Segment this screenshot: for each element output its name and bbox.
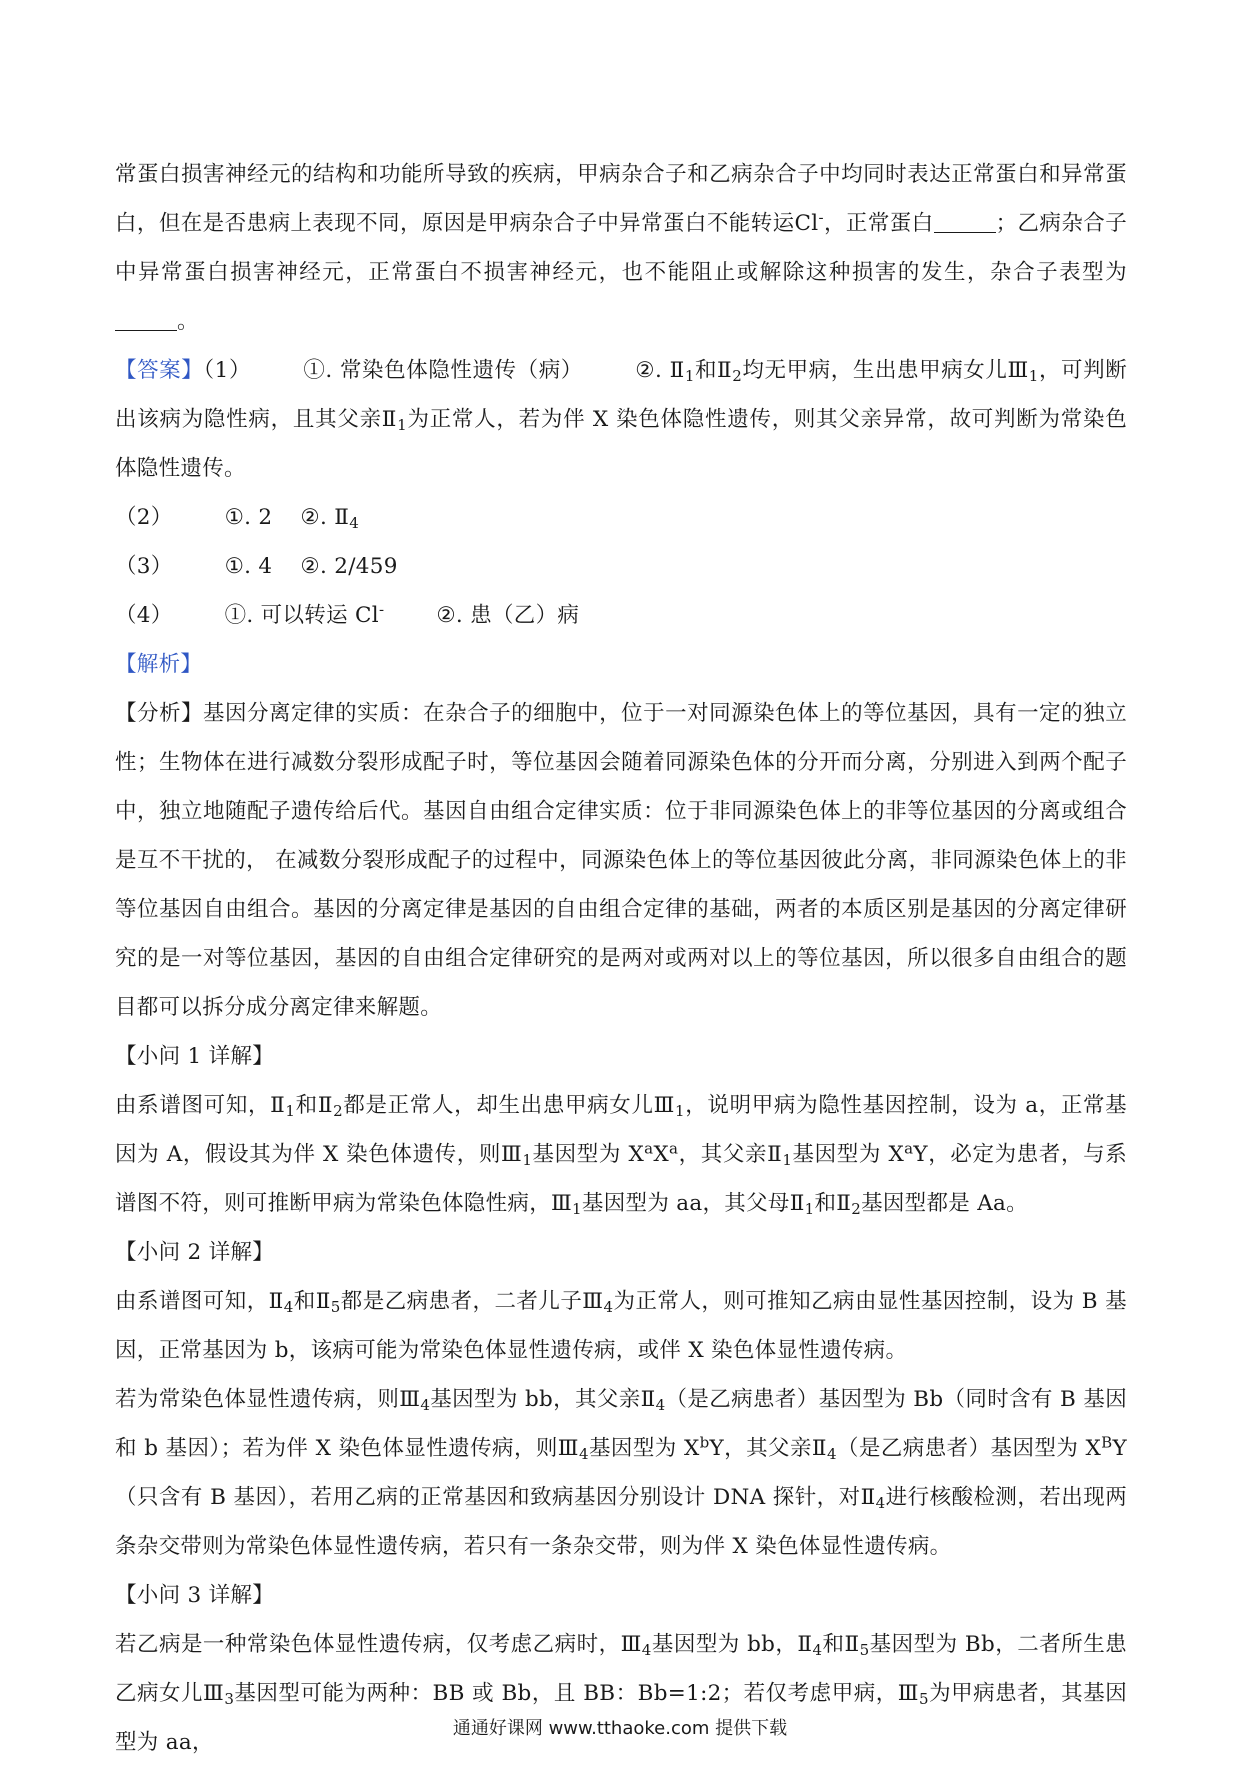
answer-text: 和Ⅱ <box>694 358 733 383</box>
answer-item: ②. 2/459 <box>300 554 398 579</box>
subscript: 1 <box>522 1150 533 1169</box>
answer-blank <box>115 309 177 332</box>
answer-text: 均无甲病，生出患甲病女儿Ⅲ <box>742 358 1029 383</box>
subscript: 1 <box>285 1101 296 1120</box>
subscript: 1 <box>782 1150 793 1169</box>
subscript: 2 <box>851 1199 862 1218</box>
subscript: 4 <box>603 1297 614 1316</box>
intro-text-2: ，正常蛋白 <box>823 211 934 236</box>
subscript: 4 <box>826 1444 837 1463</box>
superscript: b <box>699 1433 710 1452</box>
question-number: （1） <box>203 358 252 383</box>
subscript: 1 <box>675 1101 685 1120</box>
subscript: 1 <box>1028 366 1039 385</box>
superscript: a <box>904 1139 914 1158</box>
subscript: 4 <box>420 1395 431 1414</box>
subscript: 1 <box>397 415 408 434</box>
document-body <box>115 150 1127 1767</box>
answer-q4 <box>115 591 1127 640</box>
page-footer: 通通好课网 www.tthaoke.com 提供下载 <box>452 1718 788 1739</box>
intro-text-3: ；乙病杂合子中异常蛋白损害神经元，正常蛋白不损害神经元，也不能阻止或解除这种损害的发生，杂合子表型为 <box>115 211 1127 285</box>
subscript: 5 <box>330 1297 341 1316</box>
superscript: - <box>378 600 385 619</box>
answer-item: ①. 4 <box>224 554 273 579</box>
superscript: a <box>669 1139 679 1158</box>
subquestion-3-heading: 【小问 3 详解】 <box>115 1583 275 1608</box>
subscript: 1 <box>572 1199 582 1218</box>
subquestion-2-detail-2: 若为常染色体显性遗传病，则$Ⅲ_4$基因型为 bb，其父亲$Ⅱ_4$（是乙病患者）基因型为 Bb（同时含有 B 基因和 b 基因）；若为伴 X 染色体显性遗传病，则$Ⅲ_4$基因型为 $X^bY$，其父亲$Ⅱ_4$（是乙病患者）基因型为 $X^BY$（只含有 B 基因），若用乙病的正常基因和致病基因分别设计 DNA 探针，对$Ⅱ_4$进行核酸检测，若出现两条杂交带则为常染色体显性遗传病，若只有一条杂交带，则为伴 X 染色体显性遗传病。 <box>115 1387 1127 1559</box>
subscript: 1 <box>804 1199 815 1218</box>
subscript: 5 <box>859 1640 870 1659</box>
answer-tag: 【答案】 <box>115 358 204 383</box>
analysis-tag: 【解析】 <box>115 652 203 677</box>
answer-text: 为正常人，若为伴 X 染色体隐性遗传，则其父亲异常，故可判断为常染色体隐性遗传。 <box>115 407 1128 481</box>
subscript: 4 <box>349 513 360 532</box>
answer-item: ②. Ⅱ <box>300 505 350 530</box>
subscript: 4 <box>812 1640 823 1659</box>
intro-text-end: 。 <box>177 309 199 334</box>
answer-q1 <box>115 346 1127 493</box>
subscript: 4 <box>578 1444 589 1463</box>
subscript: 2 <box>732 366 743 385</box>
subquestion-2-heading: 【小问 2 详解】 <box>115 1240 275 1265</box>
subscript: 4 <box>283 1297 294 1316</box>
answer-q2 <box>115 493 1127 542</box>
intro-text-1: 常蛋白损害神经元的结构和功能所导致的疾病，甲病杂合子和乙病杂合子中均同时表达正常蛋白和异常蛋白，但在是否患病上表现不同，原因是甲病杂合子中异常蛋白不能转运Cl <box>115 162 1127 236</box>
question-number: （3） <box>115 554 173 579</box>
superscript: B <box>1101 1433 1113 1452</box>
intro-paragraph <box>115 150 1127 346</box>
analysis-heading <box>115 640 1127 689</box>
subscript: 4 <box>641 1640 652 1659</box>
subscript: 1 <box>684 366 695 385</box>
answer-item: ①. 常染色体隐性遗传（病） <box>303 358 583 383</box>
answer-blank <box>934 211 996 234</box>
superscript: - <box>818 208 824 227</box>
subscript: 3 <box>224 1689 235 1708</box>
answer-q3 <box>115 542 1127 591</box>
subscript: 5 <box>919 1689 929 1708</box>
subscript: 4 <box>875 1493 886 1512</box>
subquestion-1-detail: 由系谱图可知，$Ⅱ_1$和$Ⅱ_2$都是正常人，却生出患甲病女儿$Ⅲ_1$，说明甲病为隐性基因控制，设为 a，正常基因为 A，假设其为伴 X 染色体遗传，则$Ⅲ_1$基因型为 $X^aX^a$，其父亲$Ⅱ_1$基因型为 $X^aY$，必定为患者，与系谱图不符，则可推断甲病为常染色体隐性病，$Ⅲ_1$基因型为 aa，其父母$Ⅱ_1$和$Ⅱ_2$基因型都是 Aa。 <box>115 1093 1127 1218</box>
analysis-fenxi: 【分析】基因分离定律的实质：在杂合子的细胞中，位于一对同源染色体上的等位基因，具有一定的独立性；生物体在进行减数分裂形成配子时，等位基因会随着同源染色体的分开而分离，分别进入到两个配子中，独立地随配子遗传给后代。基因自由组合定律实质：位于非同源染色体上的非等位基因的分离或组合是互不干扰的， 在减数分裂形成配子的过程中，同源染色体上的等位基因彼此分离，非同源染色体上的非等位基因自由组合。基因的分离定律是基因的自由组合定律的基础，两者的本质区别是基因的分离定律研究的是一对等位基因，基因的自由组合定律研究的是两对或两对以上的等位基因，所以很多自由组合的题目都可以拆分成分离定律来解题。 <box>115 701 1127 1020</box>
subscript: 2 <box>333 1101 343 1120</box>
subquestion-1-heading: 【小问 1 详解】 <box>115 1044 275 1069</box>
question-number: （2） <box>115 505 173 530</box>
subquestion-3-detail: 若乙病是一种常染色体显性遗传病，仅考虑乙病时，$Ⅲ_4$基因型为 bb，$Ⅱ_4$和$Ⅱ_5$基因型为 Bb，二者所生患乙病女儿$Ⅲ_3$基因型可能为两种：BB 或 Bb，且 BB：Bb=1:2；若仅考虑甲病，$Ⅲ_5$为甲病患者，其基因型为 aa， <box>115 1632 1128 1755</box>
answer-text: ，可判断出该病为隐性病，且其父亲Ⅱ <box>115 358 1127 432</box>
subscript: 4 <box>655 1395 666 1414</box>
subquestion-2-detail: 由系谱图可知，$Ⅱ_4$和$Ⅱ_5$都是乙病患者，二者儿子$Ⅲ_4$为正常人，则可推知乙病由显性基因控制，设为 B 基因，正常基因为 b，该病可能为常染色体显性遗传病，或伴 X 染色体显性遗传病。 <box>115 1289 1127 1363</box>
question-number: （4） <box>115 603 173 628</box>
answer-item: ①. 2 <box>224 505 273 530</box>
answer-item: ①. 可以转运 Cl <box>224 603 379 628</box>
answer-item: ②. 患（乙）病 <box>436 603 580 628</box>
answer-item: ②. Ⅱ <box>634 358 685 383</box>
superscript: a <box>644 1139 654 1158</box>
